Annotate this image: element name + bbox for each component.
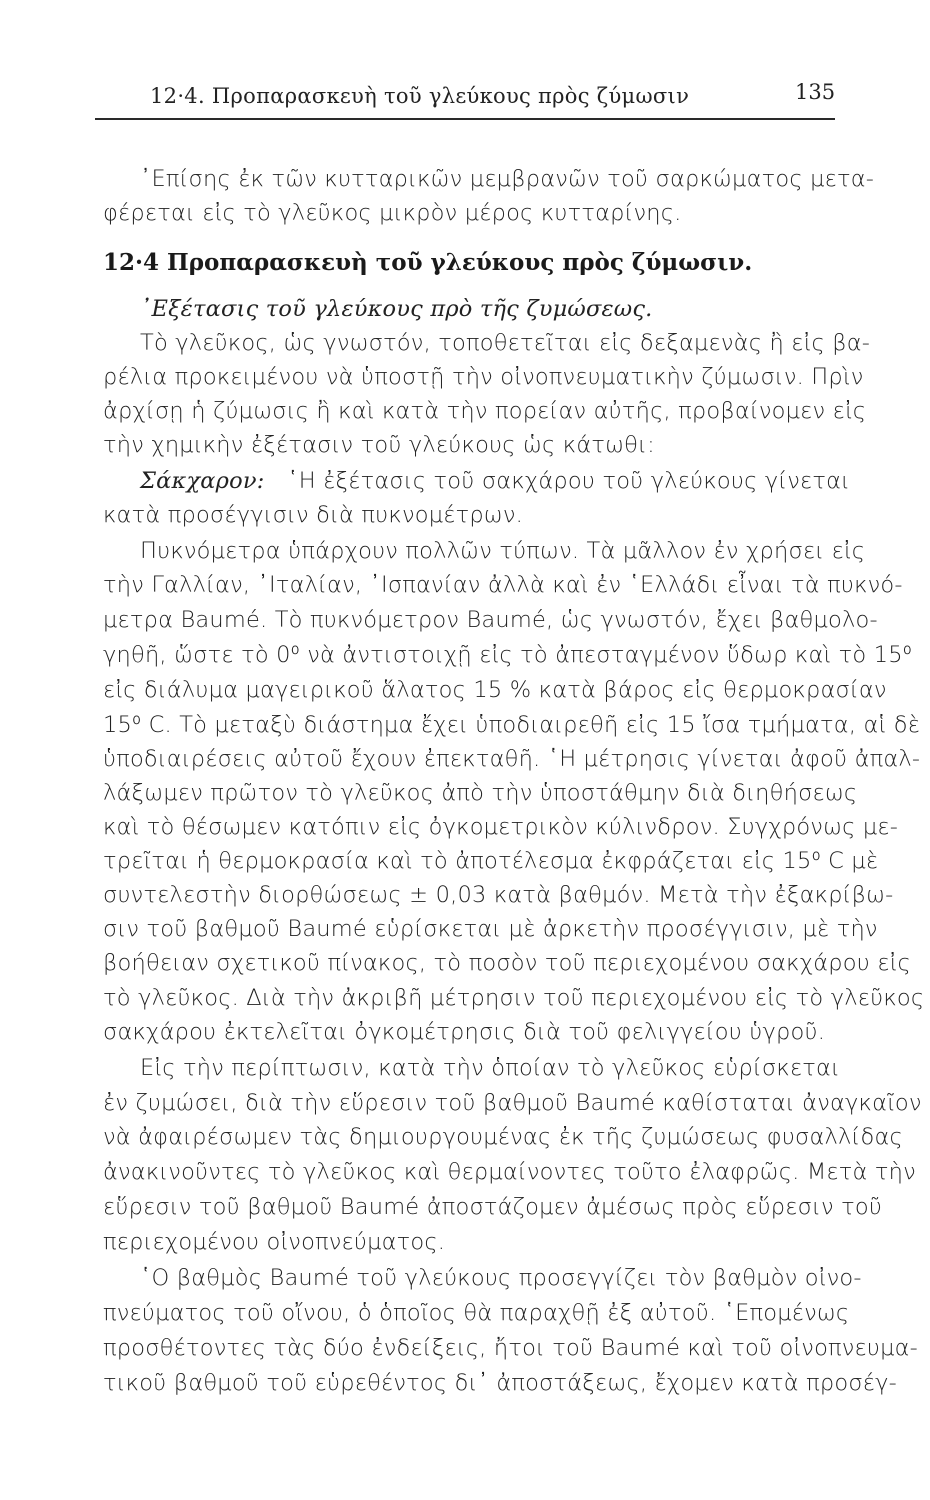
text-line: Πυκνόμετρα ὑπάρχουν πολλῶν τύπων. Τὰ μᾶλλον ἐν χρήσει εἰς — [140, 538, 866, 564]
text-line: ἐν ζυμώσει, διὰ τὴν εὕρεσιν τοῦ βαθμοῦ Baumé καθίσταται ἀναγκαῖον — [103, 1090, 922, 1116]
text-line: ῾Ο βαθμὸς Baumé τοῦ γλεύκους προσεγγίζει τὸν βαθμὸν οἰνο- — [140, 1265, 862, 1291]
text-line: τικοῦ βαθμοῦ τοῦ εὑρεθέντος δι᾿ ἀποστάξεως, ἔχομεν κατὰ προσέγ- — [103, 1370, 897, 1396]
running-head-title: 12·4. Προπαρασκευὴ τοῦ γλεύκους πρὸς ζύμωσιν — [150, 84, 690, 108]
text-line: τὸ γλεῦκος. Διὰ τὴν ἀκριβῆ μέτρησιν τοῦ περιεχομένου εἰς τὸ γλεῦκος — [103, 985, 925, 1011]
text-line: βοήθειαν σχετικοῦ πίνακος, τὸ ποσὸν τοῦ περιεχομένου σακχάρου εἰς — [103, 950, 911, 976]
text-line: σιν τοῦ βαθμοῦ Baumé εὑρίσκεται μὲ ἀρκετὴν προσέγγισιν, μὲ τὴν — [103, 916, 878, 942]
page-number: 135 — [795, 80, 836, 104]
text-line: συντελεστὴν διορθώσεως ± 0,03 κατὰ βαθμόν. Μετὰ τὴν ἐξακρίβω- — [103, 882, 894, 908]
text-line: Τὸ γλεῦκος, ὡς γνωστόν, τοποθετεῖται εἰς δεξαμενὰς ἢ εἰς βα- — [140, 330, 871, 356]
text-line: Εἰς τὴν περίπτωσιν, κατὰ τὴν ὁποίαν τὸ γλεῦκος εὑρίσκεται — [140, 1055, 840, 1081]
text-line — [103, 464, 851, 498]
text-line: ὑποδιαιρέσεις αὐτοῦ ἔχουν ἐπεκταθῆ. ῾Η μέτρησις γίνεται ἀφοῦ ἀπαλ- — [103, 746, 921, 772]
text-line: περιεχομένου οἰνοπνεύματος. — [103, 1229, 446, 1255]
header-rule — [95, 118, 835, 120]
text-line: ρέλια προκειμένου νὰ ὑποστῇ τὴν οἰνοπνευματικὴν ζύμωσιν. Πρὶν — [103, 364, 864, 390]
sugar-text: ῾Η ἐξέτασις τοῦ σακχάρου τοῦ γλεύκους γίνεται — [287, 468, 851, 494]
text-line: ἀρχίσῃ ἡ ζύμωσις ἢ καὶ κατὰ τὴν πορείαν αὐτῆς, προβαίνομεν εἰς — [103, 398, 867, 424]
text-line: καὶ τὸ θέσωμεν κατόπιν εἰς ὀγκομετρικὸν κύλινδρον. Συγχρόνως με- — [103, 814, 899, 840]
text-line: τὴν Γαλλίαν, ᾿Ιταλίαν, ᾿Ισπανίαν ἀλλὰ καὶ ἐν ῾Ελλάδι εἶναι τὰ πυκνό- — [103, 572, 903, 598]
text-line: εὕρεσιν τοῦ βαθμοῦ Baumé ἀποστάζομεν ἀμέσως πρὸς εὕρεσιν τοῦ — [103, 1194, 883, 1220]
text-line: λάξωμεν πρῶτον τὸ γλεῦκος ἀπὸ τὴν ὑποστάθμην διὰ διηθήσεως — [103, 780, 858, 806]
text-line: πνεύματος τοῦ οἴνου, ὁ ὁποῖος θὰ παραχθῇ ἐξ αὐτοῦ. ῾Επομένως — [103, 1300, 850, 1326]
text-line: προσθέτοντες τὰς δύο ἐνδείξεις, ἤτοι τοῦ Baumé καὶ τοῦ οἰνοπνευμα- — [103, 1335, 918, 1361]
text-line: γηθῆ, ὥστε τὸ 0⁰ νὰ ἀντιστοιχῇ εἰς τὸ ἀπεσταγμένον ὕδωρ καὶ τὸ 15⁰ — [103, 642, 912, 668]
text-line: τρεῖται ἡ θερμοκρασία καὶ τὸ ἀποτέλεσμα ἐκφράζεται εἰς 15⁰ C μὲ — [103, 848, 879, 874]
text-line: νὰ ἀφαιρέσωμεν τὰς δημιουργουμένας ἐκ τῆς ζυμώσεως φυσαλλίδας — [103, 1124, 903, 1150]
text-line: εἰς διάλυμα μαγειρικοῦ ἅλατος 15 % κατὰ βάρος εἰς θερμοκρασίαν — [103, 677, 887, 703]
text-line: ᾿Επίσης ἐκ τῶν κυτταρικῶν μεμβρανῶν τοῦ σαρκώματος μετα- — [140, 166, 875, 192]
subsection-heading: ᾿Εξέτασις τοῦ γλεύκους πρὸ τῆς ζυμώσεως. — [140, 296, 653, 322]
text-line: κατὰ προσέγγισιν διὰ πυκνομέτρων. — [103, 502, 523, 528]
section-heading: 12·4 Προπαρασκευὴ τοῦ γλεύκους πρὸς ζύμωσιν. — [103, 249, 753, 276]
text-line: 15⁰ C. Τὸ μεταξὺ διάστημα ἔχει ὑποδιαιρεθῆ εἰς 15 ἴσα τμήματα, αἱ δὲ — [103, 712, 921, 738]
sugar-label: Σάκχαρον: — [140, 468, 265, 494]
text-line: σακχάρου ἐκτελεῖται ὀγκομέτρησις διὰ τοῦ φελιγγείου ὑγροῦ. — [103, 1019, 826, 1045]
text-line: φέρεται εἰς τὸ γλεῦκος μικρὸν μέρος κυτταρίνης. — [103, 200, 682, 226]
text-line: ἀνακινοῦντες τὸ γλεῦκος καὶ θερμαίνοντες τοῦτο ἐλαφρῶς. Μετὰ τὴν — [103, 1159, 916, 1185]
text-line: μετρα Baumé. Τὸ πυκνόμετρον Baumé, ὡς γνωστόν, ἔχει βαθμολο- — [103, 607, 878, 633]
text-line: τὴν χημικὴν ἐξέτασιν τοῦ γλεύκους ὡς κάτωθι: — [103, 432, 655, 458]
